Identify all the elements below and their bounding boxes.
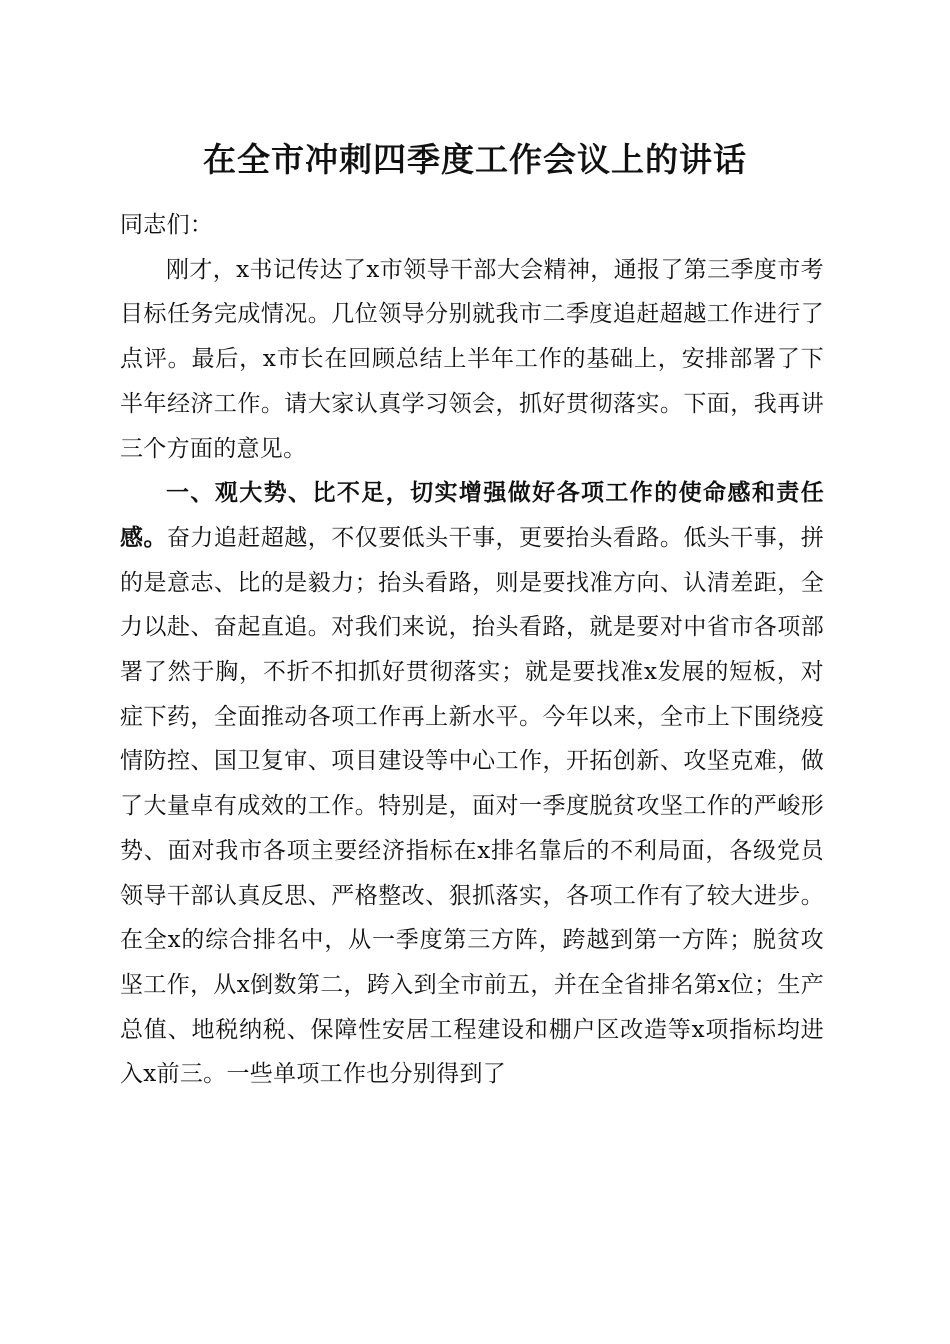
section-1-body: 奋力追赶超越，不仅要低头干事，更要抬头看路。低头干事，拼的是意志、比的是毅力；抬头看路，则是要找准方向、认清差距，全力以赴、奋起直追。对我们来说，抬头看路，就是要对中省市各项部署了然于胸，不折不扣抓好贯彻落实；就是要找准x发展的短板，对症下药，全面推动各项工作再上新水平。今年以来，全市上下围绕疫情防控、国卫复审、项目建设等中心工作，开拓创新、攻坚克难，做了大量卓有成效的工作。特别是，面对一季度脱贫攻坚工作的严峻形势、面对我市各项主要经济指标在x排名靠后的不利局面，各级党员领导干部认真反思、严格整改、狠抓落实，各项工作有了较大进步。在全x的综合排名中，从一季度第三方阵，跨越到第一方阵；脱贫攻坚工作，从x倒数第二，跨入到全市前五，并在全省排名第x位；生产总值、地税纳税、保障性安居工程建设和棚户区改造等x项指标均进入x前三。一些单项工作也分别得到了 — [120, 524, 824, 1088]
paragraph-opening: 刚才，x书记传达了x市领导干部大会精神，通报了第三季度市考目标任务完成情况。几位领导分别就我市二季度追赶超越工作进行了点评。最后，x市长在回顾总结上半年工作的基础上，安排部署了下半年经济工作。请大家认真学习领会，抓好贯彻落实。下面，我再讲三个方面的意见。 — [120, 256, 824, 462]
document-body — [120, 203, 824, 1097]
paragraph-section-1 — [120, 471, 824, 1097]
salutation: 同志们： — [120, 212, 214, 238]
document-title: 在全市冲刺四季度工作会议上的讲话 — [203, 140, 747, 179]
section-1-heading: 一、观大势、比不足，切实增强做好各项工作的使命感和责任感。 — [120, 480, 824, 551]
